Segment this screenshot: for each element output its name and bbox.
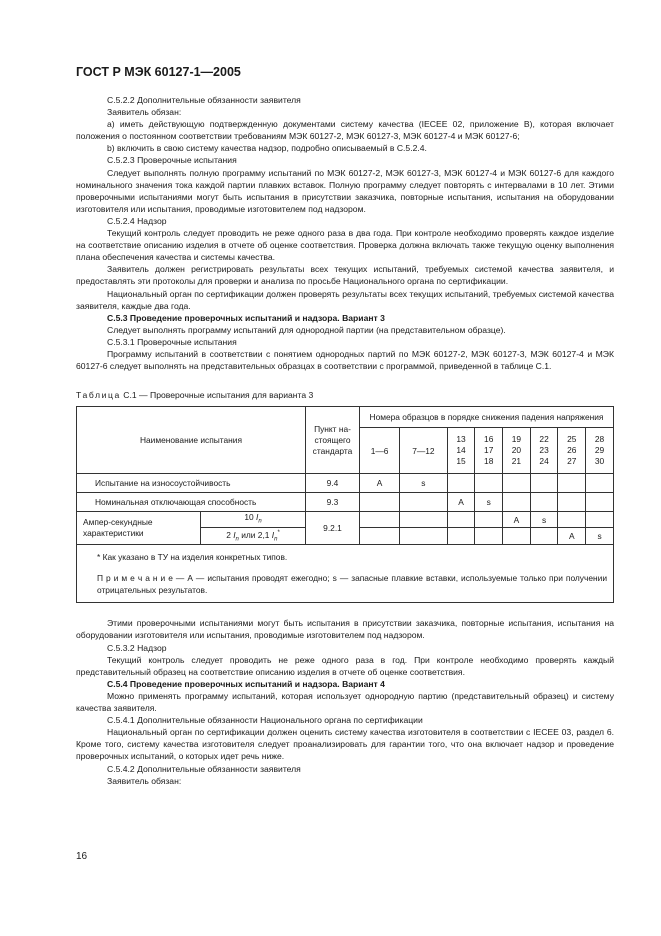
cell-mark — [360, 493, 400, 512]
current-multiple: 10 $I_n$ — [201, 512, 306, 528]
paragraph: Заявитель обязан: — [107, 775, 182, 786]
table-caption-text: С.1 — Проверочные испытания для варианта 3 — [120, 390, 314, 401]
cell-mark — [586, 512, 614, 528]
sample-group: 13 14 15 — [447, 428, 475, 474]
section-heading: С.5.4 Проведение проверочных испытаний и надзора. Вариант 4 — [107, 678, 385, 689]
paragraph: Следует выполнять программу испытаний для однородной партии (на представительном образце). — [107, 324, 506, 335]
paragraph: Этими проверочными испытаниями могут быть испытания в присутствии заказчика, повторные испытания, испытания на оборудовании изготовителя или испытания, проводимые изготовителем под надзором. — [76, 618, 614, 641]
cell-mark — [360, 527, 400, 544]
table-row — [77, 474, 614, 493]
cell-mark: A — [558, 527, 586, 544]
clause-ref: 9.2.1 — [306, 512, 360, 545]
sample-group: 22 23 24 — [530, 428, 558, 474]
cell-mark — [530, 493, 558, 512]
sample-group: 1—6 — [360, 428, 400, 474]
clause-heading: С.5.2.4 Надзор — [107, 215, 167, 226]
cell-mark: s — [530, 512, 558, 528]
cell-mark: s — [586, 527, 614, 544]
cell-mark — [475, 474, 503, 493]
table-notes-row — [77, 545, 614, 603]
clause-heading: С.5.4.2 Дополнительные обязанности заявителя — [107, 763, 301, 774]
cell-mark — [503, 493, 531, 512]
paragraph: Текущий контроль следует проводить не реже одного раза в год. При контроле необходимо проверять каждый представительный образец на соответствие описанию изделия в отчете об оценке соответствия. — [76, 654, 614, 677]
cell-mark — [530, 474, 558, 493]
cell-mark: A — [360, 474, 400, 493]
page-content — [76, 94, 614, 787]
cell-mark: A — [447, 493, 475, 512]
cell-mark — [558, 512, 586, 528]
table-footnote: * Как указано в ТУ на изделия конкретных типов. — [97, 552, 288, 563]
cell-mark — [447, 527, 475, 544]
cell-mark — [503, 527, 531, 544]
document-header: ГОСТ Р МЭК 60127-1—2005 — [76, 65, 241, 79]
paragraph: Можно применять программу испытаний, которая использует однородную партию (представительный образец) и систему качества заявителя. — [76, 690, 614, 714]
cell-mark — [447, 474, 475, 493]
cell-mark — [400, 512, 448, 528]
sample-group: 28 29 30 — [586, 428, 614, 474]
cell-mark — [400, 527, 448, 544]
section-heading: С.5.3 Проведение проверочных испытаний и надзора. Вариант 3 — [107, 312, 385, 323]
paragraph: Следует выполнять полную программу испытаний по МЭК 60127-2, МЭК 60127-3, МЭК 60127-4 и МЭК 60127-6 для каждого номинального значения тока каждой партии плавких вставок. Полную программу следует повторять с интервалами в 10 лет. Этими проверочными испытаниями могут быть испытания в присутствии заказчика, повторные испытания, испытания на оборудовании изготовителя или испытания, проводимые изготовителем под надзором. — [76, 167, 614, 214]
cell-mark: A — [503, 512, 531, 528]
table-caption — [76, 389, 614, 401]
sample-group: 7—12 — [400, 428, 448, 474]
list-item: а) иметь действующую подтвержденную документами систему качества (IECEE 02, приложение В), которая включает положения о постоянном соответствии требованиям МЭК 60127-2, МЭК 60127-3, МЭК 60127-4 и МЭК 60127-6; — [76, 119, 614, 142]
paragraph: Заявитель должен регистрировать результаты всех текущих испытаний, требуемых системой качества заявителя, и предоставлять эти протоколы для проверки и анализа по просьбе Национального органа по сертификации. — [76, 264, 614, 287]
header-test-name: Наименование испытания — [77, 407, 306, 474]
test-name: Номинальная отключающая способность — [77, 493, 306, 512]
cell-mark — [400, 493, 448, 512]
test-name: Испытание на износоустойчивость — [77, 474, 306, 493]
clause-ref: 9.4 — [306, 474, 360, 493]
table-row — [77, 493, 614, 512]
cell-mark — [558, 474, 586, 493]
clause-heading: С.5.3.1 Проверочные испытания — [107, 336, 237, 347]
cell-mark — [475, 527, 503, 544]
clause-heading: С.5.3.2 Надзор — [107, 642, 167, 653]
paragraph: Программу испытаний в соответствии с понятием однородных партий по МЭК 60127-2, МЭК 60127-3, МЭК 60127-4 и МЭК 60127-6 следует выполнять на представительных образцах в соответствии с программой, приведенной в таблице С.1. — [76, 348, 614, 372]
table-row — [77, 512, 614, 528]
clause-heading: С.5.4.1 Дополнительные обязанности Национального органа по сертификации — [107, 715, 423, 726]
cell-mark — [586, 474, 614, 493]
verification-tests-table — [76, 406, 614, 603]
clause-heading: С.5.2.3 Проверочные испытания — [107, 155, 237, 166]
cell-mark — [447, 512, 475, 528]
table-note: П р и м е ч а н и е — А — испытания проводят ежегодно; s — запасные плавкие вставки, используемые только при получении отрицательных результатов. — [97, 573, 607, 596]
sample-group: 19 20 21 — [503, 428, 531, 474]
cell-mark: s — [475, 493, 503, 512]
list-item: b) включить в свою систему качества надзор, подробно описываемый в С.5.2.4. — [107, 143, 427, 154]
cell-mark — [530, 527, 558, 544]
paragraph: Текущий контроль следует проводить не реже одного раза в два года. При контроле необходимо проверять каждое изделие на соответствие описанию изделия в отчете об оценке соответствия. Проверка должна включать также текущую оценку выполнения плана обеспечения качества и системы качества. — [76, 228, 614, 263]
sample-group: 25 26 27 — [558, 428, 586, 474]
paragraph: Национальный орган по сертификации должен оценить систему качества изготовителя в соответствии с IECEE 03, раздел 6. Кроме того, систему качества изготовителя следует проанализировать для гарантии того, что она включает надзор и проведение проверочных испытаний, о которых идет речь ниже. — [76, 727, 614, 762]
table-caption-word: Таблица — [76, 390, 121, 401]
current-multiple: 2 $I_n$ или 2,1 $I_n^*$ — [201, 527, 306, 544]
cell-mark — [586, 493, 614, 512]
paragraph: Заявитель обязан: — [107, 107, 182, 118]
clause-heading: С.5.2.2 Дополнительные обязанности заявителя — [107, 95, 301, 105]
table-notes — [77, 545, 614, 603]
cell-mark — [475, 512, 503, 528]
test-name: Ампер-секундные характеристики — [77, 512, 201, 545]
cell-mark — [360, 512, 400, 528]
sample-group: 16 17 18 — [475, 428, 503, 474]
header-clause: Пункт на-стоящего стандарта — [306, 407, 360, 474]
header-sample-numbers: Номера образцов в порядке снижения падения напряжения — [360, 407, 614, 428]
clause-ref: 9.3 — [306, 493, 360, 512]
cell-mark — [558, 493, 586, 512]
cell-mark — [503, 474, 531, 493]
cell-mark: s — [400, 474, 448, 493]
page-number: 16 — [76, 851, 88, 862]
paragraph: Национальный орган по сертификации должен проверять результаты всех текущих испытаний, требуемых системой качества заявителя, каждые два года. — [76, 288, 614, 311]
